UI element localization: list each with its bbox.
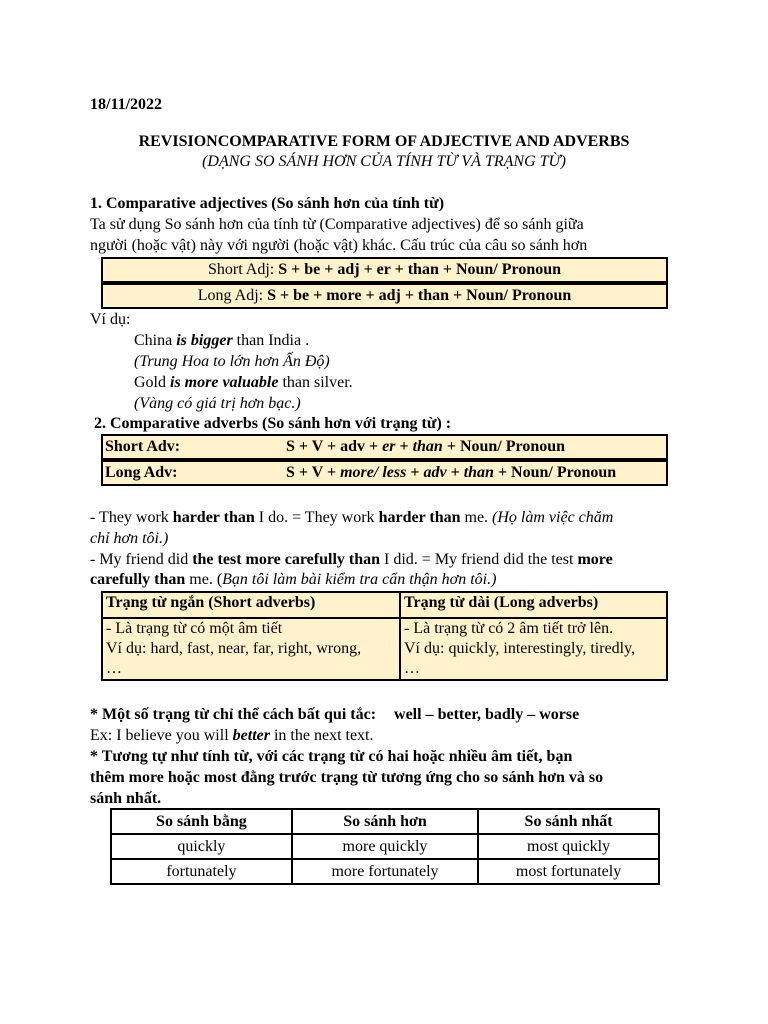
table-row bbox=[111, 859, 659, 884]
note-line3: sánh nhất. bbox=[90, 790, 162, 807]
short-adv-label: Short Adv: bbox=[105, 438, 181, 455]
section1-heading: 1. Comparative adjectives (So sánh hơn của tính từ) bbox=[90, 195, 445, 212]
adverb-table-header-short: Trạng từ ngắn (Short adverbs) bbox=[102, 592, 400, 618]
comparison-header-superlative: So sánh nhất bbox=[478, 809, 659, 834]
example-they-work-translation: chỉ hơn tôi.) bbox=[90, 530, 169, 547]
example-1: China is bigger than India . bbox=[134, 332, 310, 349]
vi-du-label: Ví dụ: bbox=[90, 311, 131, 328]
example-2: Gold is more valuable than silver. bbox=[134, 374, 353, 391]
long-adj-formula-box bbox=[101, 283, 668, 309]
long-adj-formula: S + be + more + adj + than + Noun/ Pronoun bbox=[267, 287, 572, 304]
table-cell: quickly bbox=[111, 834, 292, 859]
long-adv-formula-box bbox=[101, 460, 668, 486]
table-cell: more quickly bbox=[292, 834, 478, 859]
note-line2: thêm more hoặc most đằng trước trạng từ tương ứng cho so sánh hơn và so bbox=[90, 769, 604, 786]
long-adv-formula: S + V + more/ less + adv + than + Noun/ Pronoun bbox=[286, 464, 617, 481]
example-my-friend: - My friend did the test more carefully than I did. = My friend did the test more bbox=[90, 551, 613, 568]
long-adj-label: Long Adj: bbox=[197, 287, 268, 304]
adverb-table bbox=[101, 591, 668, 681]
example-they-work: - They work harder than I do. = They work harder than me. (Họ làm việc chăm bbox=[90, 509, 614, 526]
page-subtitle: (DẠNG SO SÁNH HƠN CỦA TÍNH TỪ VÀ TRẠNG TỪ) bbox=[202, 153, 566, 170]
example-1-translation: (Trung Hoa to lớn hơn Ấn Độ) bbox=[134, 353, 330, 370]
short-adj-formula-box bbox=[101, 257, 668, 283]
page-title: REVISIONCOMPARATIVE FORM OF ADJECTIVE AND ADVERBS bbox=[138, 133, 630, 150]
date: 18/11/2022 bbox=[90, 96, 163, 113]
short-adj-formula: S + be + adj + er + than + Noun/ Pronoun bbox=[278, 261, 562, 278]
short-adj-label: Short Adj: bbox=[207, 261, 279, 278]
section1-intro-line2: người (hoặc vật) này với người (hoặc vật) khác. Cấu trúc của câu so sánh hơn bbox=[90, 237, 588, 254]
example-2-translation: (Vàng có giá trị hơn bạc.) bbox=[134, 395, 301, 412]
example-my-friend-cont: carefully than me. (Bạn tôi làm bài kiểm tra cẩn thận hơn tôi.) bbox=[90, 571, 497, 588]
note-line1: * Tương tự như tính từ, với các trạng từ có hai hoặc nhiều âm tiết, bạn bbox=[90, 748, 573, 765]
table-cell: most fortunately bbox=[478, 859, 659, 884]
section1-intro-line1: Ta sử dụng So sánh hơn của tính từ (Comparative adjectives) để so sánh giữa bbox=[90, 216, 584, 233]
table-row bbox=[111, 834, 659, 859]
long-adv-label: Long Adv: bbox=[105, 464, 178, 481]
irregular-adverbs-line: * Một số trạng từ chỉ thể cách bất qui tắc: well – better, badly – worse bbox=[90, 706, 580, 723]
comparison-header-comparative: So sánh hơn bbox=[292, 809, 478, 834]
short-adv-formula-box bbox=[101, 434, 668, 460]
irregular-example: Ex: I believe you will better in the next text. bbox=[90, 727, 374, 744]
table-cell: most quickly bbox=[478, 834, 659, 859]
adverb-table-cell-short: - Là trạng từ có một âm tiết Ví dụ: hard, fast, near, far, right, wrong, … bbox=[102, 618, 400, 680]
table-cell: fortunately bbox=[111, 859, 292, 884]
short-adv-formula: S + V + adv + er + than + Noun/ Pronoun bbox=[286, 438, 566, 455]
comparison-table bbox=[110, 808, 660, 885]
adverb-table-header-long: Trạng từ dài (Long adverbs) bbox=[400, 592, 667, 618]
comparison-header-equal: So sánh bằng bbox=[111, 809, 292, 834]
table-cell: more fortunately bbox=[292, 859, 478, 884]
adverb-table-cell-long: - Là trạng từ có 2 âm tiết trở lên. Ví dụ: quickly, interestingly, tiredly, … bbox=[400, 618, 667, 680]
section2-heading: 2. Comparative adverbs (So sánh hơn với trạng từ) : bbox=[94, 415, 452, 432]
